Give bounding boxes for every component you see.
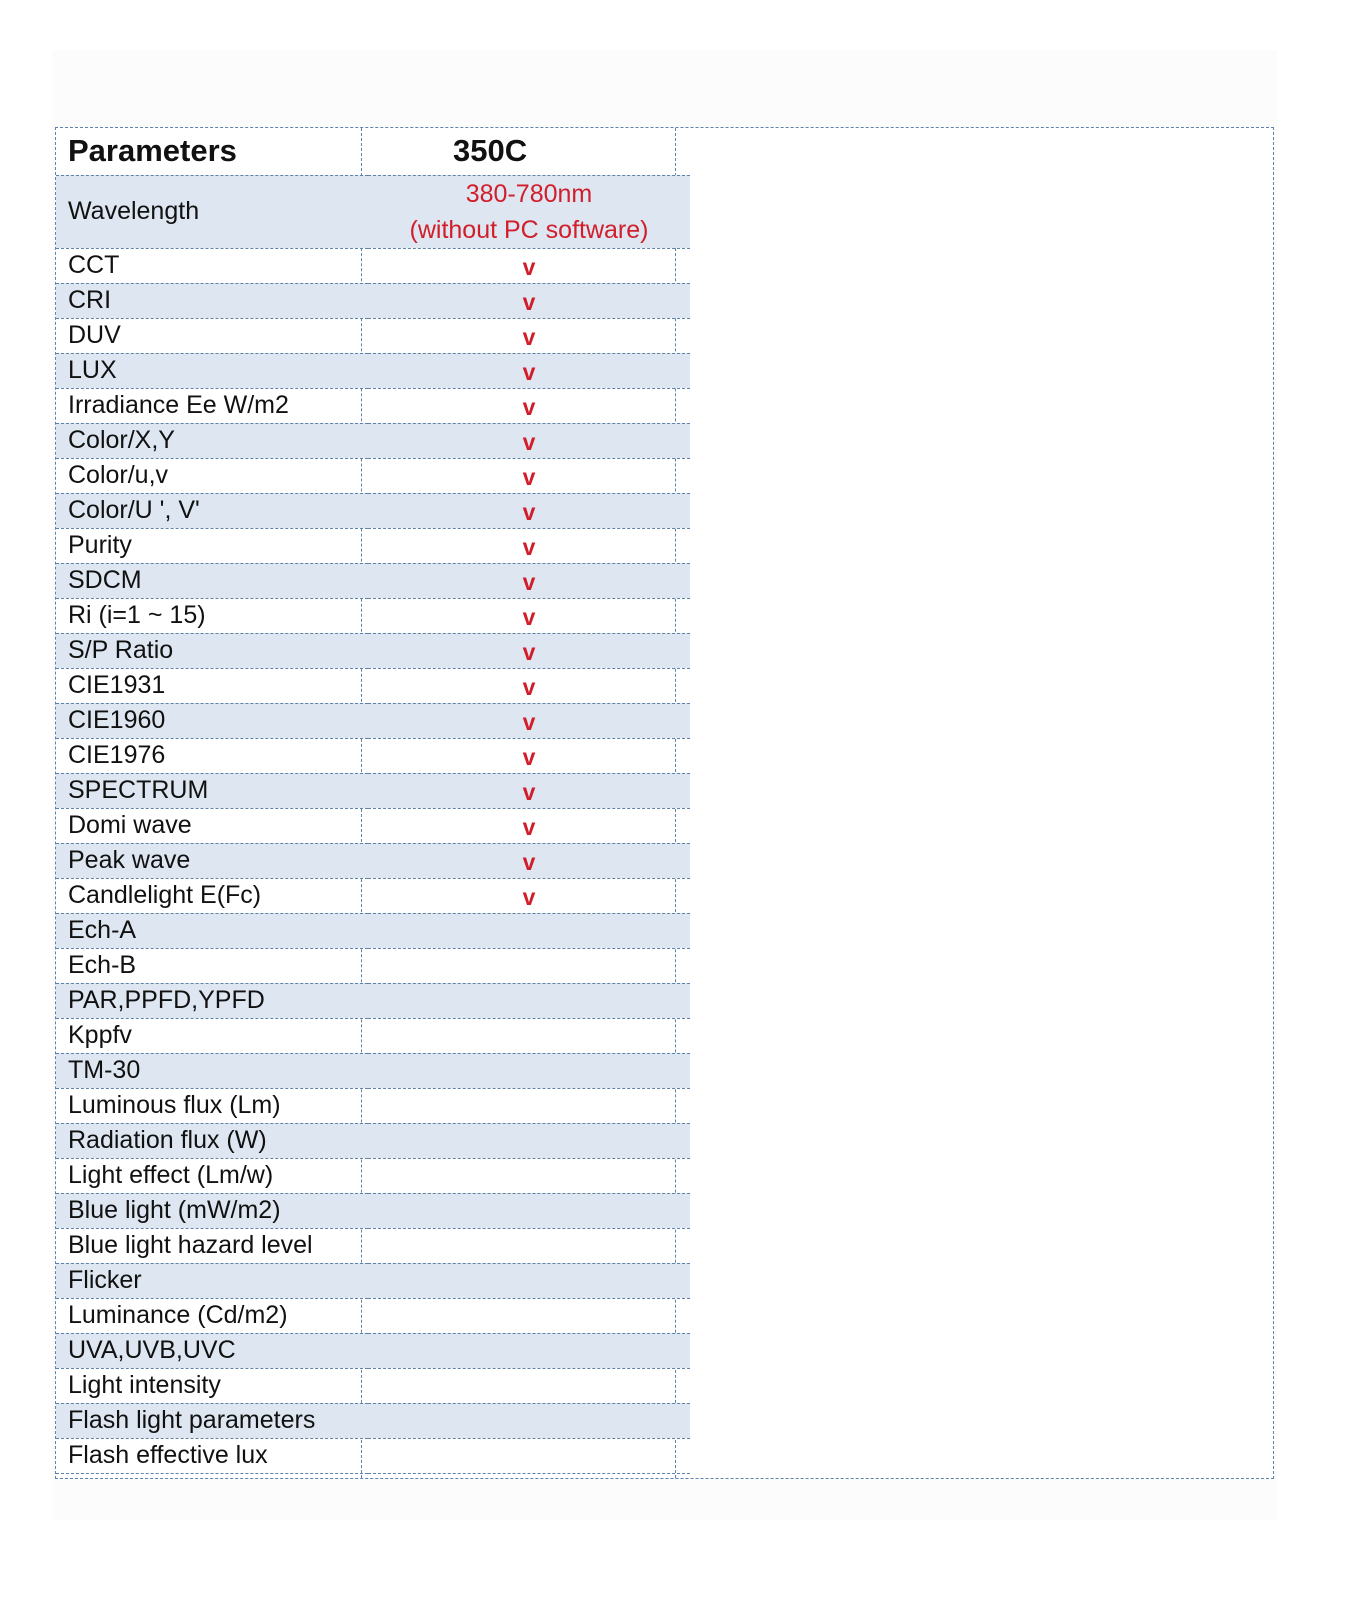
parameter-name: Kppfv <box>56 1018 368 1053</box>
check-mark: v <box>522 884 536 910</box>
table-row <box>56 353 690 388</box>
check-mark: v <box>522 709 536 735</box>
table-row <box>56 1053 690 1088</box>
wavelength-row <box>56 175 690 248</box>
parameter-support-cell <box>368 1403 690 1438</box>
parameter-support-cell <box>368 1088 690 1123</box>
table-row <box>56 633 690 668</box>
parameter-support-cell <box>368 318 690 353</box>
parameter-name: Ech-A <box>56 913 368 948</box>
table-row <box>56 1368 690 1403</box>
parameter-support-cell <box>368 948 690 983</box>
wavelength-label: Wavelength <box>56 175 368 248</box>
parameter-support-cell <box>368 1123 690 1158</box>
table-row <box>56 948 690 983</box>
parameters-grid <box>56 128 690 1474</box>
table-row <box>56 598 690 633</box>
parameters-header: Parameters <box>56 128 368 175</box>
check-mark: v <box>522 254 536 280</box>
parameter-support-cell <box>368 668 690 703</box>
parameter-name: Light intensity <box>56 1368 368 1403</box>
check-mark: v <box>522 359 536 385</box>
parameter-name: Color/U ', V' <box>56 493 368 528</box>
check-mark: v <box>522 569 536 595</box>
parameter-name: Flicker <box>56 1263 368 1298</box>
table-row <box>56 563 690 598</box>
parameter-name: TM-30 <box>56 1053 368 1088</box>
parameter-name: UVA,UVB,UVC <box>56 1333 368 1368</box>
parameters-table <box>55 127 1274 1479</box>
check-mark: v <box>522 289 536 315</box>
table-row <box>56 1438 690 1473</box>
wavelength-note: (without PC software) <box>409 215 649 244</box>
check-mark: v <box>522 429 536 455</box>
parameter-support-cell <box>368 248 690 283</box>
table-row <box>56 1123 690 1158</box>
check-mark: v <box>522 744 536 770</box>
table-row <box>56 703 690 738</box>
table-row <box>56 493 690 528</box>
table-row <box>56 738 690 773</box>
check-mark: v <box>522 814 536 840</box>
parameter-name: S/P Ratio <box>56 633 368 668</box>
table-row <box>56 808 690 843</box>
parameter-name: Blue light (mW/m2) <box>56 1193 368 1228</box>
table-row <box>56 1158 690 1193</box>
parameter-support-cell <box>368 1053 690 1088</box>
check-mark: v <box>522 499 536 525</box>
parameter-name: CIE1960 <box>56 703 368 738</box>
wavelength-value <box>368 175 690 248</box>
parameter-support-cell <box>368 1263 690 1298</box>
table-row <box>56 913 690 948</box>
table-row <box>56 843 690 878</box>
table-row <box>56 458 690 493</box>
table-row <box>56 1088 690 1123</box>
parameter-name: LUX <box>56 353 368 388</box>
parameter-name: CRI <box>56 283 368 318</box>
parameter-name: Ri (i=1 ~ 15) <box>56 598 368 633</box>
table-row <box>56 248 690 283</box>
check-mark: v <box>522 534 536 560</box>
parameter-support-cell <box>368 843 690 878</box>
parameter-name: Domi wave <box>56 808 368 843</box>
parameter-support-cell <box>368 388 690 423</box>
model-header: 350C <box>368 128 690 175</box>
parameter-name: Purity <box>56 528 368 563</box>
table-row <box>56 1018 690 1053</box>
parameter-name: PAR,PPFD,YPFD <box>56 983 368 1018</box>
check-mark: v <box>522 674 536 700</box>
parameter-support-cell <box>368 1368 690 1403</box>
parameter-name: Color/X,Y <box>56 423 368 458</box>
parameter-name: SDCM <box>56 563 368 598</box>
table-row <box>56 773 690 808</box>
check-mark: v <box>522 604 536 630</box>
table-row <box>56 983 690 1018</box>
header-row <box>56 128 690 175</box>
table-row <box>56 318 690 353</box>
parameter-name: Light effect (Lm/w) <box>56 1158 368 1193</box>
parameter-name: CIE1976 <box>56 738 368 773</box>
parameter-support-cell <box>368 773 690 808</box>
parameter-support-cell <box>368 1018 690 1053</box>
check-mark: v <box>522 849 536 875</box>
parameter-name: CIE1931 <box>56 668 368 703</box>
parameter-support-cell <box>368 353 690 388</box>
parameter-name: Ech-B <box>56 948 368 983</box>
table-row <box>56 283 690 318</box>
parameter-support-cell <box>368 1158 690 1193</box>
parameter-name: Luminance (Cd/m2) <box>56 1298 368 1333</box>
table-row <box>56 1263 690 1298</box>
parameter-support-cell <box>368 1298 690 1333</box>
parameter-name: Peak wave <box>56 843 368 878</box>
parameter-support-cell <box>368 423 690 458</box>
table-row <box>56 528 690 563</box>
parameter-name: Radiation flux (W) <box>56 1123 368 1158</box>
parameter-support-cell <box>368 528 690 563</box>
table-row <box>56 388 690 423</box>
parameter-name: SPECTRUM <box>56 773 368 808</box>
parameter-name: Blue light hazard level <box>56 1228 368 1263</box>
table-row <box>56 668 690 703</box>
table-row <box>56 1193 690 1228</box>
parameter-support-cell <box>368 283 690 318</box>
check-mark: v <box>522 779 536 805</box>
parameter-support-cell <box>368 703 690 738</box>
check-mark: v <box>522 639 536 665</box>
check-mark: v <box>522 394 536 420</box>
parameter-name: Candlelight E(Fc) <box>56 878 368 913</box>
parameter-name: Flash effective lux <box>56 1438 368 1473</box>
table-row <box>56 423 690 458</box>
parameter-support-cell <box>368 808 690 843</box>
parameter-name: DUV <box>56 318 368 353</box>
parameter-name: Flash light parameters <box>56 1403 368 1438</box>
parameter-support-cell <box>368 598 690 633</box>
parameter-support-cell <box>368 458 690 493</box>
parameter-support-cell <box>368 1193 690 1228</box>
parameter-support-cell <box>368 1333 690 1368</box>
table-row <box>56 878 690 913</box>
check-mark: v <box>522 324 536 350</box>
wavelength-range: 380-780nm <box>465 179 593 208</box>
parameter-name: CCT <box>56 248 368 283</box>
table-row <box>56 1403 690 1438</box>
parameter-support-cell <box>368 633 690 668</box>
parameter-support-cell <box>368 563 690 598</box>
parameter-support-cell <box>368 1228 690 1263</box>
parameter-name: Irradiance Ee W/m2 <box>56 388 368 423</box>
parameter-support-cell <box>368 983 690 1018</box>
check-mark: v <box>522 464 536 490</box>
parameter-name: Luminous flux (Lm) <box>56 1088 368 1123</box>
parameter-support-cell <box>368 493 690 528</box>
parameter-support-cell <box>368 738 690 773</box>
table-row <box>56 1228 690 1263</box>
parameter-support-cell <box>368 878 690 913</box>
table-row <box>56 1298 690 1333</box>
parameter-name: Color/u,v <box>56 458 368 493</box>
parameter-support-cell <box>368 1438 690 1473</box>
parameter-support-cell <box>368 913 690 948</box>
table-row <box>56 1333 690 1368</box>
